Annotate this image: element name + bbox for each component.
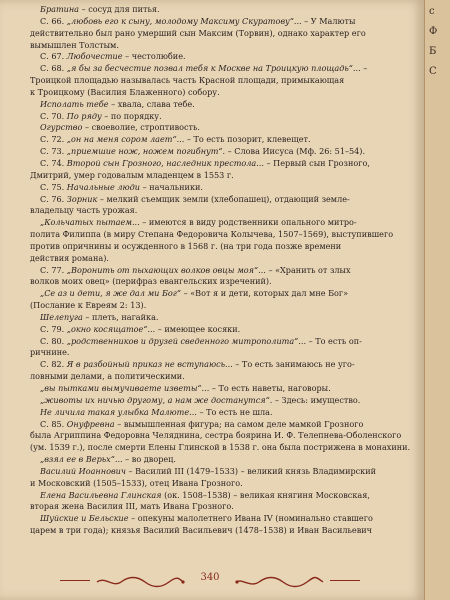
text-line xyxy=(30,16,416,28)
text-run: С. 79. xyxy=(40,323,67,334)
text-line xyxy=(30,359,416,371)
text-line xyxy=(30,205,416,217)
text-line xyxy=(30,395,416,407)
text-line xyxy=(30,371,416,383)
next-page-edge xyxy=(424,0,450,600)
italic-term: „Се аз и дети, я же дал ми Бог“ xyxy=(40,288,182,299)
text-line xyxy=(30,312,416,324)
text-run: – хвала, слава тебе. xyxy=(108,98,195,109)
italic-term: Зорник xyxy=(66,193,98,204)
text-line xyxy=(30,407,416,419)
italic-term: „приемшие нож, ножем погибнут“. xyxy=(66,146,226,157)
text-line xyxy=(30,194,416,206)
text-run: С. 70. xyxy=(40,110,67,121)
text-run: – То есть оп- xyxy=(306,335,362,346)
text-run: С. 76. xyxy=(40,193,67,204)
text-run: – имеются в виду родственники опального митро- xyxy=(139,217,357,228)
text-run: С. 66. xyxy=(40,15,67,26)
text-line xyxy=(30,466,416,478)
text-run: С. 73. xyxy=(40,146,67,157)
italic-term: „животы их ничью другому, а нам же достанутся“. xyxy=(40,394,273,405)
text-line xyxy=(30,99,416,111)
text-line xyxy=(30,430,416,442)
text-run: вторая жена Василия III, мать Ивана Грозного. xyxy=(30,501,234,512)
text-line xyxy=(30,134,416,146)
text-run: – опекуны малолетнего Ивана IV (номинально ставшего xyxy=(128,513,373,524)
text-line xyxy=(30,419,416,431)
text-line xyxy=(30,40,416,52)
italic-term: „окно косящатое“... xyxy=(66,323,156,334)
text-line xyxy=(30,490,416,502)
italic-term: Онуфревна xyxy=(66,418,115,429)
text-line xyxy=(30,158,416,170)
italic-term: Шелепуга xyxy=(40,311,83,322)
text-run: ричнине. xyxy=(30,347,70,358)
text-run: владельцу часть урожая. xyxy=(30,205,138,216)
italic-term: „родственников и друзей сведенного митрополита“... xyxy=(66,335,307,346)
text-line xyxy=(30,442,416,454)
text-run: – своеволие, строптивость. xyxy=(82,122,201,133)
text-line xyxy=(30,4,416,16)
text-run: – Здесь: имущество. xyxy=(272,394,361,405)
text-line xyxy=(30,51,416,63)
text-line xyxy=(30,383,416,395)
text-line xyxy=(30,146,416,158)
text-run: – Первый сын Грозного, xyxy=(263,157,370,168)
text-line xyxy=(30,182,416,194)
text-run: – плеть, нагайка. xyxy=(82,311,159,322)
text-run: действия романа). xyxy=(30,252,109,263)
text-line xyxy=(30,324,416,336)
text-run: – начальники. xyxy=(140,181,203,192)
ornament-left-icon xyxy=(95,576,185,588)
text-line xyxy=(30,241,416,253)
text-run: (ум. 1539 г.), после смерти Елены Глинской в 1538 г. она была пострижена в монахини. xyxy=(30,442,411,453)
text-run: – сосуд для питья. xyxy=(79,4,160,14)
italic-term: „вы пытками вымучиваете изветы“... xyxy=(40,383,210,393)
italic-term: Василий Иоаннович xyxy=(40,465,126,476)
text-line xyxy=(30,111,416,123)
text-run: царем в три года); князья Василий Васильевич (1478–1538) и Иван Васильевич xyxy=(30,525,373,536)
text-line xyxy=(30,63,416,75)
italic-term: По ряду xyxy=(66,110,102,121)
italic-term: Огурство xyxy=(40,122,83,133)
italic-term: „я бы за бесчестие позвал тебя к Москве на Троицкую площадь“... xyxy=(66,63,361,74)
text-line xyxy=(30,347,416,359)
italic-term: „Кольчатых пытаем... xyxy=(40,217,140,228)
page-number: 340 xyxy=(200,572,220,583)
text-line xyxy=(30,300,416,312)
text-line xyxy=(30,454,416,466)
text-line xyxy=(30,336,416,348)
text-run: к Троицкому (Василия Блаженного) собору. xyxy=(30,86,220,97)
text-run: – во дворец. xyxy=(122,454,176,465)
text-line xyxy=(30,501,416,513)
italic-term: Шуйские и Бельские xyxy=(40,513,129,524)
italic-term: Начальные люди xyxy=(66,181,141,192)
text-run: – мелкий съемщик земли (хлебопашец), отдающий земле- xyxy=(97,193,350,204)
italic-term: Братина xyxy=(40,4,79,14)
text-run: (ок. 1508–1538) – великая княгиня Московская, xyxy=(161,489,370,500)
text-run: – xyxy=(360,63,368,74)
text-line xyxy=(30,288,416,300)
text-run: – То есть занимаюсь не уго- xyxy=(232,359,355,370)
text-run: – «Хранить от злых xyxy=(265,264,351,275)
text-run: действительно был рано умерший сын Максим (Торвин), однако характер его xyxy=(30,27,366,38)
text-line xyxy=(30,75,416,87)
text-run: – Слова Иисуса (Мф. 26: 51–54). xyxy=(225,146,366,157)
text-run: – Василий III (1479–1533) – великий князь Владимирский xyxy=(125,465,377,476)
text-line xyxy=(30,229,416,241)
text-run: была Агриппина Федоровна Челяднина, сестра боярина И. Ф. Телепнева-Оболенского xyxy=(30,430,402,441)
text-line xyxy=(30,253,416,265)
text-line xyxy=(30,122,416,134)
text-run: С. 72. xyxy=(40,134,67,145)
text-run: С. 82. xyxy=(40,359,67,370)
page-text xyxy=(30,4,416,537)
text-run: волков моих овец» (перифраз евангельских изречений). xyxy=(30,276,272,287)
text-line xyxy=(30,265,416,277)
text-run: Троицкой площадью называлась часть Красной площади, примыкающая xyxy=(30,75,345,86)
text-run: Дмитрий, умер годовалым младенцем в 1553 г. xyxy=(30,169,234,180)
text-run: С. 68. xyxy=(40,63,67,74)
italic-term: „любовь его к сыну, молодому Максиму Скуратову“... xyxy=(66,15,302,26)
text-run: С. 80. xyxy=(40,335,67,346)
italic-term: Не личила такая улыбка Малюте... xyxy=(40,406,197,417)
text-line xyxy=(30,217,416,229)
ornament-right-icon xyxy=(235,576,325,588)
text-run: ловными делами, а политическими. xyxy=(30,371,185,382)
text-run: – имеющее косяки. xyxy=(155,323,241,334)
next-page-text: с Ф Б С xyxy=(429,6,438,77)
italic-term: Я в разбойный приказ не вступаюсь... xyxy=(66,359,233,370)
italic-term: Елена Васильевна Глинская xyxy=(40,489,162,500)
text-run: вымышлен Толстым. xyxy=(30,39,119,50)
text-run: против опричнины и осужденного в 1568 г. (на три года позже времени xyxy=(30,240,342,251)
text-run: – вымышленная фигура; на самом деле мамкой Грозного xyxy=(114,418,364,429)
text-run: – «Вот я и дети, которых дал мне Бог» xyxy=(181,288,349,299)
page-footer xyxy=(0,570,424,594)
text-line xyxy=(30,478,416,490)
text-line xyxy=(30,28,416,40)
text-run: (Послание к Евреям 2: 13). xyxy=(30,300,147,311)
text-run: полита Филиппа (в миру Степана Федоровича Колычева, 1507–1569), выступившего xyxy=(30,229,394,240)
footer-rule-left xyxy=(60,580,90,581)
text-run: С. 74. xyxy=(40,157,67,168)
text-run: С. 67. xyxy=(40,51,67,62)
italic-term: „Воронить от пыхающих волков овцы моя“... xyxy=(66,264,266,275)
text-line xyxy=(30,87,416,99)
text-run: – То есть наветы, наговоры. xyxy=(209,383,331,393)
text-run: С. 85. xyxy=(40,418,67,429)
italic-term: Любочестие xyxy=(66,51,123,62)
text-line xyxy=(30,276,416,288)
text-run: и Московский (1505–1533), отец Ивана Грозного. xyxy=(30,477,243,488)
text-line xyxy=(30,170,416,182)
italic-term: „взял ее в Верьх“... xyxy=(40,454,123,465)
text-run: – честолюбие. xyxy=(122,51,186,62)
text-run: – То есть позорит, клевещет. xyxy=(184,134,311,145)
italic-term: Исполать тебе xyxy=(40,98,109,109)
text-run: С. 77. xyxy=(40,264,67,275)
footer-rule-right xyxy=(330,580,360,581)
text-run: С. 75. xyxy=(40,181,67,192)
text-run: – по порядку. xyxy=(101,110,162,121)
text-line xyxy=(30,525,416,537)
text-run: – То есть не шла. xyxy=(196,406,273,417)
italic-term: „он на меня сором лает“... xyxy=(66,134,185,145)
text-run: – У Малюты xyxy=(301,15,356,26)
italic-term: Второй сын Грозного, наследник престола... xyxy=(66,157,264,168)
text-line xyxy=(30,513,416,525)
